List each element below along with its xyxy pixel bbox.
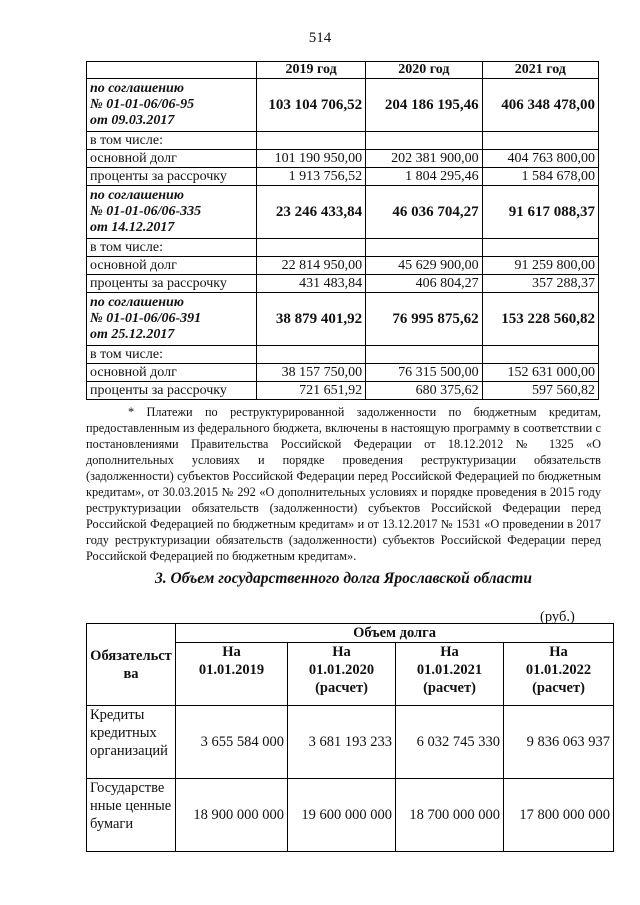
cell-value [256, 346, 365, 364]
cell-value [256, 132, 365, 150]
row-label-line: по соглашению [90, 81, 184, 96]
cell-value: 46 036 704,27 [366, 186, 482, 239]
table-header-row [87, 624, 614, 643]
cell-value: 431 483,84 [256, 275, 365, 293]
cell-value: 406 804,27 [366, 275, 482, 293]
row-label: Государственные ценные бумаги [87, 779, 176, 852]
header-date [504, 643, 614, 706]
header-obligations-label: Обязательства [90, 647, 172, 682]
row-label-line: от 14.12.2017 [90, 220, 175, 235]
header-date [396, 643, 504, 706]
cell-value: 202 381 900,00 [366, 150, 482, 168]
header-2020: 2020 год [366, 62, 482, 79]
header-date-line: 01.01.2021 [416, 662, 483, 678]
table-row [87, 275, 599, 293]
table-row [87, 79, 599, 132]
table-row [87, 382, 599, 400]
header-date [288, 643, 396, 706]
cell-value: 1 804 295,46 [366, 168, 482, 186]
header-date-line: 01.01.2019 [198, 662, 265, 678]
header-date-line: На [332, 644, 351, 660]
header-date-line: 01.01.2022 [525, 662, 592, 678]
table-header-row [87, 62, 599, 79]
page-number: 514 [308, 30, 332, 46]
cell-value: 3 681 193 233 [288, 706, 396, 779]
header-date-line: На [222, 644, 241, 660]
table-row [87, 257, 599, 275]
cell-value: 22 814 950,00 [256, 257, 365, 275]
row-label: в том числе: [87, 239, 257, 257]
cell-value: 680 375,62 [366, 382, 482, 400]
row-label-line: № 01-01-06/06-335 [90, 204, 202, 219]
cell-value [482, 346, 598, 364]
table-row [87, 239, 599, 257]
row-label: в том числе: [87, 132, 257, 150]
table-row [87, 186, 599, 239]
row-label-line: от 09.03.2017 [90, 113, 175, 128]
cell-value: 9 836 063 937 [504, 706, 614, 779]
table-row [87, 132, 599, 150]
footnote: * Платежи по реструктурированной задолженности по бюджетным кредитам, предоставленным из федерального бюджета, включены в настоящую программу в соответствии с постановлениями Правительства Российской Федерации от 18.12.2012 № 1325 «О дополнительных условиях и порядке проведения реструктуризации обязательств (задолженности) субъектов Российской Федерации перед Российской Федерацией по бюджетным кредитам», от 30.03.2015 № 292 «О дополнительных условиях и порядке проведения в 2015 году реструктуризации обязательств (задолженности) субъектов Российской Федерации перед Российской Федерацией по бюджетным кредитам» и от 13.12.2017 № 1531 «О проведении в 2017 году реструктуризации обязательств (задолженности) субъектов Российской Федерации перед Российской Федерацией по бюджетным кредитам». [86, 405, 601, 563]
cell-value: 19 600 000 000 [288, 779, 396, 852]
cell-value [482, 132, 598, 150]
unit-label: (руб.) [540, 609, 575, 625]
cell-value: 91 259 800,00 [482, 257, 598, 275]
header-2021: 2021 год [482, 62, 598, 79]
cell-value: 404 763 800,00 [482, 150, 598, 168]
row-label: основной долг [87, 257, 257, 275]
state-debt-volume-table [86, 623, 614, 852]
row-label: в том числе: [87, 346, 257, 364]
row-label-line: № 01-01-06/06-391 [90, 311, 202, 326]
cell-value: 45 629 900,00 [366, 257, 482, 275]
row-label-line: по соглашению [90, 295, 184, 310]
row-label-line: от 25.12.2017 [90, 327, 175, 342]
restructured-debt-payments-table [86, 61, 599, 400]
row-label-line: по соглашению [90, 188, 184, 203]
header-date-line: На [440, 644, 459, 660]
cell-value: 204 186 195,46 [366, 79, 482, 132]
header-2019: 2019 год [256, 62, 365, 79]
section-title: 3. Объем государственного долга Ярославской области [155, 570, 532, 587]
row-label [87, 186, 257, 239]
cell-value [366, 239, 482, 257]
cell-value: 38 879 401,92 [256, 293, 365, 346]
cell-value: 76 995 875,62 [366, 293, 482, 346]
row-label [87, 79, 257, 132]
cell-value: 3 655 584 000 [176, 706, 288, 779]
row-label: проценты за рассрочку [87, 275, 257, 293]
row-label-line: № 01-01-06/06-95 [90, 97, 195, 112]
table-row [87, 779, 614, 852]
cell-value [482, 239, 598, 257]
cell-value: 357 288,37 [482, 275, 598, 293]
header-date-line [179, 679, 284, 697]
header-date-line: (расчет) [423, 680, 476, 696]
table-row [87, 293, 599, 346]
row-label: основной долг [87, 364, 257, 382]
table-row [87, 364, 599, 382]
header-empty [87, 62, 257, 79]
header-date-line: (расчет) [532, 680, 585, 696]
cell-value: 6 032 745 330 [396, 706, 504, 779]
header-obligations [87, 624, 176, 706]
header-date-line: (расчет) [315, 680, 368, 696]
cell-value: 17 800 000 000 [504, 779, 614, 852]
cell-value: 1 913 756,52 [256, 168, 365, 186]
header-date-line: 01.01.2020 [308, 662, 375, 678]
cell-value: 103 104 706,52 [256, 79, 365, 132]
row-label [87, 293, 257, 346]
table-row [87, 150, 599, 168]
cell-value: 76 315 500,00 [366, 364, 482, 382]
cell-value [256, 239, 365, 257]
cell-value [366, 132, 482, 150]
table-row [87, 346, 599, 364]
cell-value: 38 157 750,00 [256, 364, 365, 382]
cell-value: 23 246 433,84 [256, 186, 365, 239]
row-label: Кредиты кредитных организаций [87, 706, 176, 779]
cell-value: 406 348 478,00 [482, 79, 598, 132]
table-row [87, 706, 614, 779]
cell-value: 597 560,82 [482, 382, 598, 400]
row-label: проценты за рассрочку [87, 382, 257, 400]
cell-value: 18 700 000 000 [396, 779, 504, 852]
header-date [176, 643, 288, 706]
header-debt-volume: Объем долга [176, 624, 614, 643]
cell-value: 91 617 088,37 [482, 186, 598, 239]
header-date-line: На [549, 644, 568, 660]
cell-value: 1 584 678,00 [482, 168, 598, 186]
cell-value [366, 346, 482, 364]
row-label: основной долг [87, 150, 257, 168]
cell-value: 18 900 000 000 [176, 779, 288, 852]
cell-value: 153 228 560,82 [482, 293, 598, 346]
cell-value: 152 631 000,00 [482, 364, 598, 382]
row-label: проценты за рассрочку [87, 168, 257, 186]
table-row [87, 168, 599, 186]
cell-value: 101 190 950,00 [256, 150, 365, 168]
cell-value: 721 651,92 [256, 382, 365, 400]
